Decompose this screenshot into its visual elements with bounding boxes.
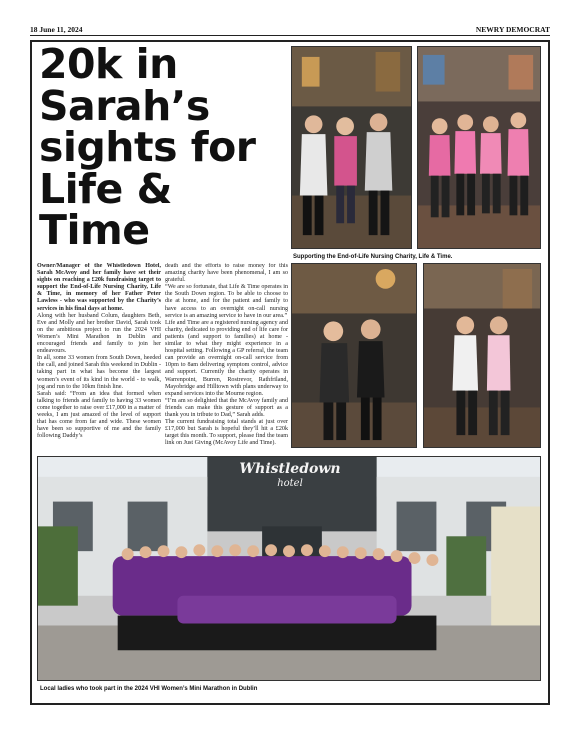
body-paragraph: Sarah said: “From an idea that formed when talking to friends and family to having 33 women come together to raise over £17,000 in a matter of weeks, I am just amazed of the level of support that has come from far and wide. These women have been so supportive of me and the family following Daddy’s: [37, 390, 161, 440]
page-header: [30, 22, 550, 34]
photo-women-in-pink: [417, 46, 541, 249]
body-paragraph: The current fundraising total stands at just over £17,000 but Sarah is hopeful they’ll hit a £20k target this month. To support, please find the team link on Just Giving (McAvoy Life and Time).: [165, 419, 288, 447]
hotel-sign-name: Whistledown: [239, 461, 341, 477]
article-column-1: [37, 263, 161, 457]
lead-paragraph: Owner/Manager of the Whistledown Hotel, Sarah McAvoy and her family have set their sights on reaching a £20k fundraising target to support the End-of-Life Nursing Charity, Life & Time, in memory of her Father Peter Lawless - who was supported by the Charity’s services in his final days at home.: [37, 263, 161, 312]
photo-two-women: [291, 263, 417, 448]
hotel-sign-sub: hotel: [277, 478, 303, 489]
article-column-2: [165, 263, 288, 457]
page-date: 18 June 11, 2024: [30, 25, 83, 34]
group-photo-caption: Local ladies who took part in the 2024 VHI Women’s Mini Marathon in Dublin: [40, 686, 258, 692]
body-paragraph: Life and Time are a registered nursing agency and charity, dedicated to providing end of life care for patients (and support to families) at home - similar to what they might experience in a hospital setting. Following a GP referral, the team can provide an overnight on-call service from 10pm to 8am delivering symptom control, advice and support. Currently the charity operates in Warrenpoint, Burren, Rostrevor, Rathfriland, Mayobridge and Hilltown with plans underway to expand services into the Mourne region.: [165, 319, 288, 397]
body-paragraph: “We are so fortunate, that Life & Time operates in the South Down region. To be able to choose to die at home, and for the patient and family to have access to an overnight on-call nursing service is an amazing service to have in our area.”: [165, 284, 288, 319]
body-paragraph: In all, some 33 women from South Down, heeded the call, and joined Sarah this weekend in Dublin - taking part in what has become the largest women’s event of its kind in the world - to walk, jog and run to the 10km finish line.: [37, 355, 161, 390]
photo-three-women: [291, 46, 412, 249]
body-paragraph: “I’m am so delighted that the McAvoy family and friends can make this gesture of support as a thank you in tribute to Dad,” Sarah adds.: [165, 397, 288, 418]
top-photos-caption: Supporting the End-of-Life Nursing Charity, Life & Time.: [293, 254, 453, 260]
publication-name: NEWRY DEMOCRAT: [475, 25, 550, 34]
body-paragraph: death and the efforts to raise money for this amazing charity have been phenomenal, I am so grateful.: [165, 263, 288, 284]
header-rule: [30, 35, 550, 36]
headline: 20k in Sarah’s sights for Life & Time: [39, 40, 256, 254]
photo-two-women-2: [423, 263, 541, 448]
hotel-sign: [225, 460, 355, 496]
body-paragraph: Along with her husband Colum, daughters Beth, Eve and Molly and her brother David, Sarah took on the ambitious project to run the 2024 VHI Women’s Mini Marathon in Dublin and encouraged friends and family to join her endeavours.: [37, 312, 161, 355]
